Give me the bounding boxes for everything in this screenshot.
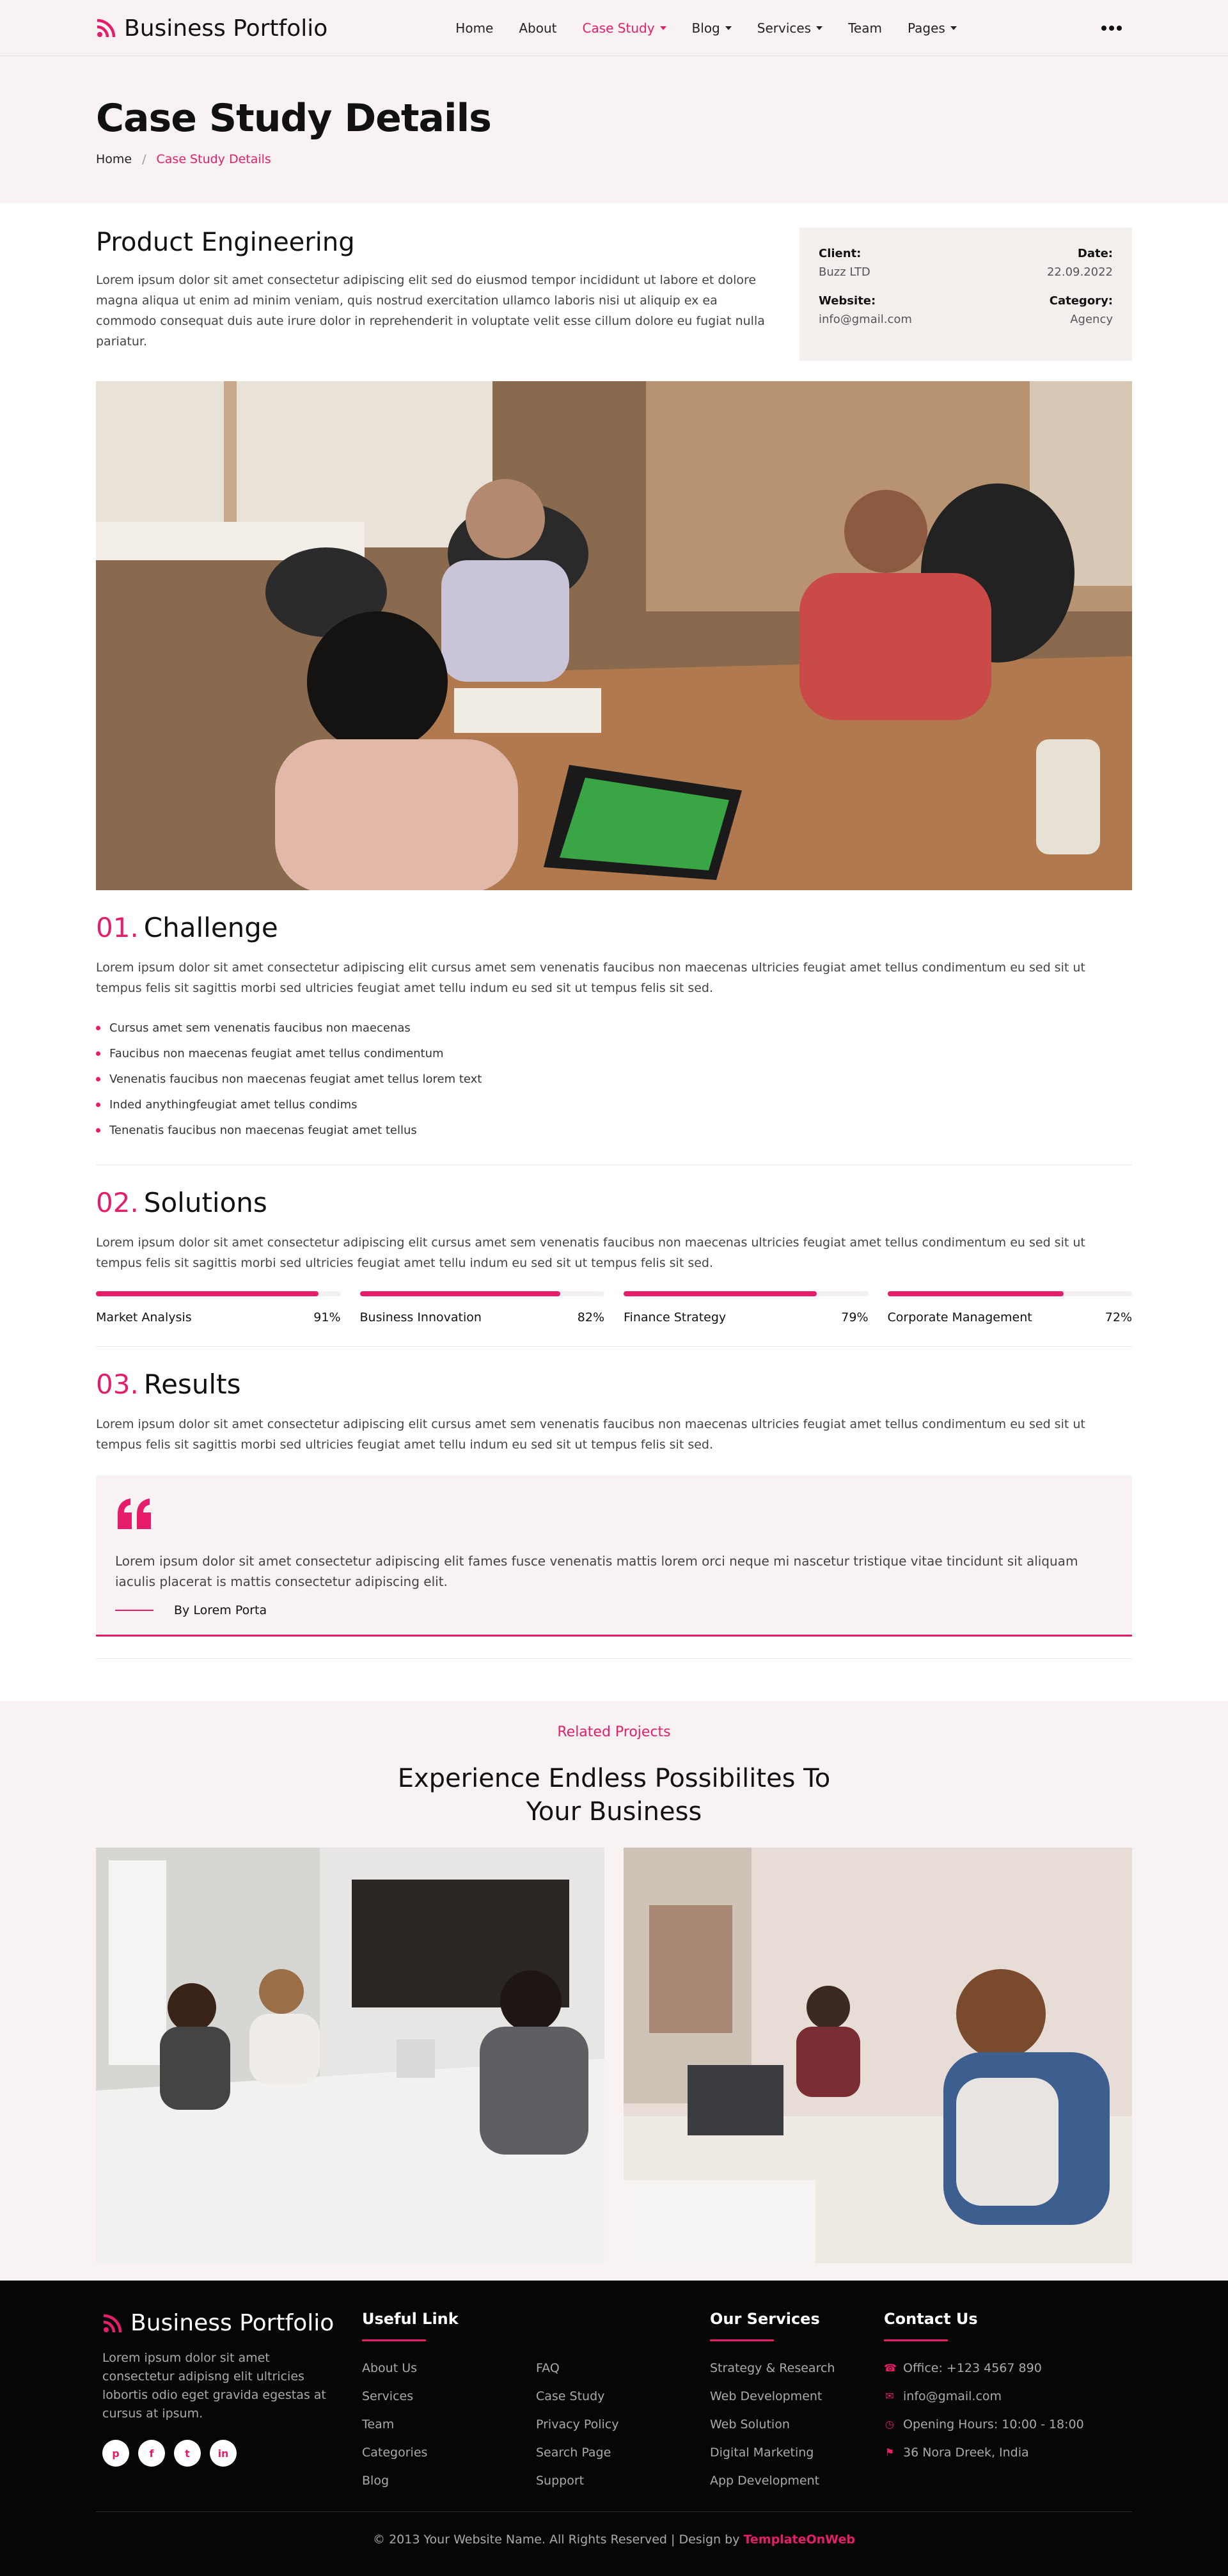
breadcrumb-current: Case Study Details — [156, 152, 271, 166]
contact-email — [884, 2382, 1132, 2410]
progress-label: Corporate Management — [887, 1310, 1032, 1324]
challenge-list — [96, 1015, 1132, 1143]
breadcrumb-separator: / — [142, 152, 146, 166]
intro-title: Product Engineering — [96, 228, 355, 257]
chevron-down-icon — [950, 26, 957, 30]
progress-value: 72% — [1105, 1310, 1132, 1324]
nav-home[interactable] — [455, 20, 493, 36]
nav-team-label: Team — [848, 20, 882, 36]
footer-service-link[interactable]: Strategy & Research — [710, 2361, 835, 2375]
solutions-number: 02. — [96, 1187, 139, 1218]
brand-logo[interactable] — [96, 15, 327, 42]
challenge-text: Lorem ipsum dolor sit amet consectetur adipiscing elit cursus amet sem venenatis faucibus non maecenas ultricies feugiat amet tellus condimentum eu sed sit ut tempus felis sit sagittis morbi sed ultricies feugiat amet tellu indum eu sed sit ut tempus felis sit sed. — [96, 961, 1085, 995]
footer-useful-links — [362, 2310, 710, 2495]
page-hero — [0, 56, 1228, 203]
useful-links-heading: Useful Link — [362, 2310, 459, 2328]
footer-brand-name: Business Portfolio — [130, 2310, 335, 2336]
contact-phone-text: Office: +123 4567 890 — [903, 2361, 1042, 2375]
page-title: Case Study Details — [96, 96, 491, 141]
footer-link[interactable]: FAQ — [536, 2361, 560, 2375]
footer-link[interactable]: Search Page — [536, 2446, 611, 2460]
solutions-text: Lorem ipsum dolor sit amet consectetur adipiscing elit cursus amet sem venenatis faucibus non maecenas ultricies feugiat amet tellus condimentum eu sed sit ut tempus felis sit sagittis morbi sed ultricies feugiat amet tellu indum eu sed sit ut tempus felis sit sed. — [96, 1236, 1085, 1270]
solutions-title: Solutions — [143, 1187, 267, 1218]
solutions-section — [96, 1187, 1132, 1347]
nav-blog-label: Blog — [691, 20, 720, 36]
chevron-down-icon — [816, 26, 823, 30]
client-value: Buzz LTD — [819, 265, 870, 279]
nav-blog[interactable] — [692, 20, 732, 36]
contact-address — [884, 2439, 1132, 2467]
nav-about[interactable] — [519, 20, 556, 36]
facebook-icon[interactable]: f — [138, 2440, 165, 2467]
contact-heading: Contact Us — [884, 2310, 978, 2328]
footer-link[interactable]: About Us — [362, 2361, 418, 2375]
services-heading: Our Services — [710, 2310, 820, 2328]
nav-services-label: Services — [757, 20, 812, 36]
progress-finance-strategy — [624, 1291, 869, 1324]
rss-icon — [96, 18, 116, 38]
results-number: 03. — [96, 1369, 139, 1400]
list-item: Inded anythingfeugiat amet tellus condims — [96, 1092, 1132, 1117]
progress-fill — [624, 1291, 817, 1296]
testimonial-quote — [96, 1475, 1132, 1637]
contact-hours-text: Opening Hours: 10:00 - 18:00 — [903, 2417, 1084, 2431]
phone-icon: ☎ — [884, 2362, 897, 2374]
contact-hours — [884, 2410, 1132, 2439]
footer-service-link[interactable]: App Development — [710, 2474, 820, 2488]
list-item: Venenatis faucibus non maecenas feugiat amet tellus lorem text — [96, 1066, 1132, 1092]
map-icon: ⚑ — [885, 2446, 895, 2458]
intro-section — [96, 228, 1132, 361]
contact-email-text[interactable]: info@gmail.com — [903, 2389, 1002, 2403]
divider — [96, 1658, 1132, 1659]
copyright-text: © 2013 Your Website Name. All Rights Reserved | Design by — [373, 2533, 744, 2547]
footer-link[interactable]: Privacy Policy — [536, 2417, 619, 2431]
related-subtitle: Related Projects — [557, 1724, 671, 1740]
designer-link[interactable]: TemplateOnWeb — [743, 2533, 855, 2547]
progress-label: Finance Strategy — [624, 1310, 727, 1324]
progress-value: 91% — [313, 1310, 341, 1324]
progress-fill — [888, 1291, 1064, 1296]
clock-icon: ◷ — [885, 2418, 894, 2430]
case-study-photo — [96, 381, 1132, 890]
footer-link[interactable]: Categories — [362, 2446, 428, 2460]
rss-icon — [102, 2313, 123, 2334]
progress-market-analysis — [96, 1291, 341, 1324]
social-links — [96, 2440, 362, 2467]
footer-link[interactable]: Support — [536, 2474, 585, 2488]
nav-home-label: Home — [455, 20, 494, 36]
category-label: Category: — [1049, 294, 1113, 308]
nav-case-study-label: Case Study — [582, 20, 655, 36]
date-label: Date: — [1077, 247, 1113, 260]
brand-name: Business Portfolio — [124, 15, 328, 42]
pinterest-icon[interactable]: p — [102, 2440, 129, 2467]
list-item: Faucibus non maecenas feugiat amet tellus condimentum — [96, 1041, 1132, 1066]
challenge-heading — [96, 912, 1132, 943]
results-section — [96, 1369, 1132, 1659]
linkedin-icon[interactable]: in — [210, 2440, 237, 2467]
solutions-heading — [96, 1187, 1132, 1218]
quote-line — [115, 1610, 154, 1611]
footer-link[interactable]: Services — [362, 2389, 414, 2403]
quote-icon — [115, 1497, 154, 1529]
footer-link[interactable]: Blog — [362, 2474, 389, 2488]
challenge-section — [96, 912, 1132, 1165]
mail-icon: ✉ — [885, 2390, 894, 2402]
nav-pages-label: Pages — [907, 20, 945, 36]
copyright-bar — [96, 2511, 1132, 2547]
site-footer — [0, 2281, 1228, 2576]
website-value: info@gmail.com — [819, 313, 912, 326]
divider — [96, 1346, 1132, 1347]
nav-about-label: About — [519, 20, 557, 36]
category-value: Agency — [1070, 313, 1113, 326]
results-heading — [96, 1369, 1132, 1400]
chevron-down-icon — [725, 26, 732, 30]
more-menu-icon[interactable] — [1101, 26, 1122, 31]
progress-label: Market Analysis — [96, 1310, 192, 1324]
nav-team[interactable] — [848, 20, 882, 36]
list-item: Tenenatis faucibus non maecenas feugiat amet tellus — [96, 1117, 1132, 1143]
breadcrumb-home[interactable]: Home — [96, 152, 132, 166]
main-nav — [455, 20, 957, 36]
progress-business-innovation — [360, 1291, 605, 1324]
footer-service-link[interactable]: Web Development — [710, 2389, 823, 2403]
contact-phone — [884, 2354, 1132, 2382]
footer-description: Lorem ipsum dolor sit amet consectetur adipisng elit ultricies lobortis odio eget gravida egestas at cursus at ipsum. — [102, 2351, 326, 2421]
results-title: Results — [143, 1369, 241, 1400]
footer-service-link[interactable]: Digital Marketing — [710, 2446, 814, 2460]
results-text: Lorem ipsum dolor sit amet consectetur adipiscing elit cursus amet sem venenatis faucibus non maecenas ultricies feugiat amet tellus condimentum eu sed sit ut tempus felis sit sagittis morbi sed ultricies feugiat amet tellu indum eu sed sit ut tempus felis sit sed. — [96, 1417, 1085, 1452]
progress-value: 82% — [577, 1310, 604, 1324]
website-label: Website: — [819, 294, 876, 308]
progress-fill — [360, 1291, 561, 1296]
progress-value: 79% — [841, 1310, 869, 1324]
progress-fill — [96, 1291, 319, 1296]
footer-services — [710, 2310, 884, 2495]
heading-underline — [710, 2339, 774, 2341]
nav-services[interactable] — [757, 20, 823, 36]
intro-text: Lorem ipsum dolor sit amet consectetur adipiscing elit sed do eiusmod tempor incididunt ut labore et dolore magna aliqua ut enim ad minim veniam, quis nostrud exercitation ullamco laboris nisi ut aliquip ex ea commodo consequat duis aute irure dolor in reprehenderit in voluptate velit esse cillum dolore eu fugiat nulla pariatur. — [96, 273, 765, 349]
progress-label: Business Innovation — [359, 1310, 482, 1324]
contact-address-text: 36 Nora Dreek, India — [903, 2446, 1029, 2460]
challenge-title: Challenge — [143, 912, 278, 943]
date-value: 22.09.2022 — [1046, 265, 1113, 279]
footer-link[interactable]: Team — [362, 2417, 395, 2431]
main-content — [96, 228, 1132, 1659]
footer-contact — [884, 2310, 1132, 2495]
twitter-icon[interactable]: t — [174, 2440, 201, 2467]
chevron-down-icon — [660, 26, 666, 30]
nav-pages[interactable] — [908, 20, 957, 36]
footer-link[interactable]: Case Study — [536, 2389, 605, 2403]
footer-service-link[interactable]: Web Solution — [710, 2417, 790, 2431]
footer-brand[interactable] — [96, 2310, 362, 2336]
breadcrumb — [96, 152, 1132, 166]
related-projects — [0, 1701, 1228, 2281]
top-navbar — [0, 0, 1228, 56]
quote-author: By Lorem Porta — [174, 1603, 267, 1617]
progress-corporate-management — [888, 1291, 1133, 1324]
quote-text: Lorem ipsum dolor sit amet consectetur adipiscing elit fames fusce venenatis mattis lorem orci neque mi nascetur tristique vitae tincidunt sit aliquam iaculis placerat is mattis consectetur adipiscing elit. — [115, 1553, 1078, 1589]
challenge-number: 01. — [96, 912, 139, 943]
heading-underline — [884, 2339, 948, 2341]
project-image[interactable] — [624, 1848, 1132, 2263]
nav-case-study[interactable] — [583, 20, 666, 36]
list-item: Cursus amet sem venenatis faucibus non maecenas — [96, 1015, 1132, 1041]
progress-bars — [96, 1291, 1132, 1324]
project-image[interactable] — [96, 1848, 604, 2263]
client-label: Client: — [819, 247, 862, 260]
project-info-box — [799, 228, 1132, 361]
related-title: Experience Endless Possibilites To Your Business — [397, 1764, 831, 1826]
